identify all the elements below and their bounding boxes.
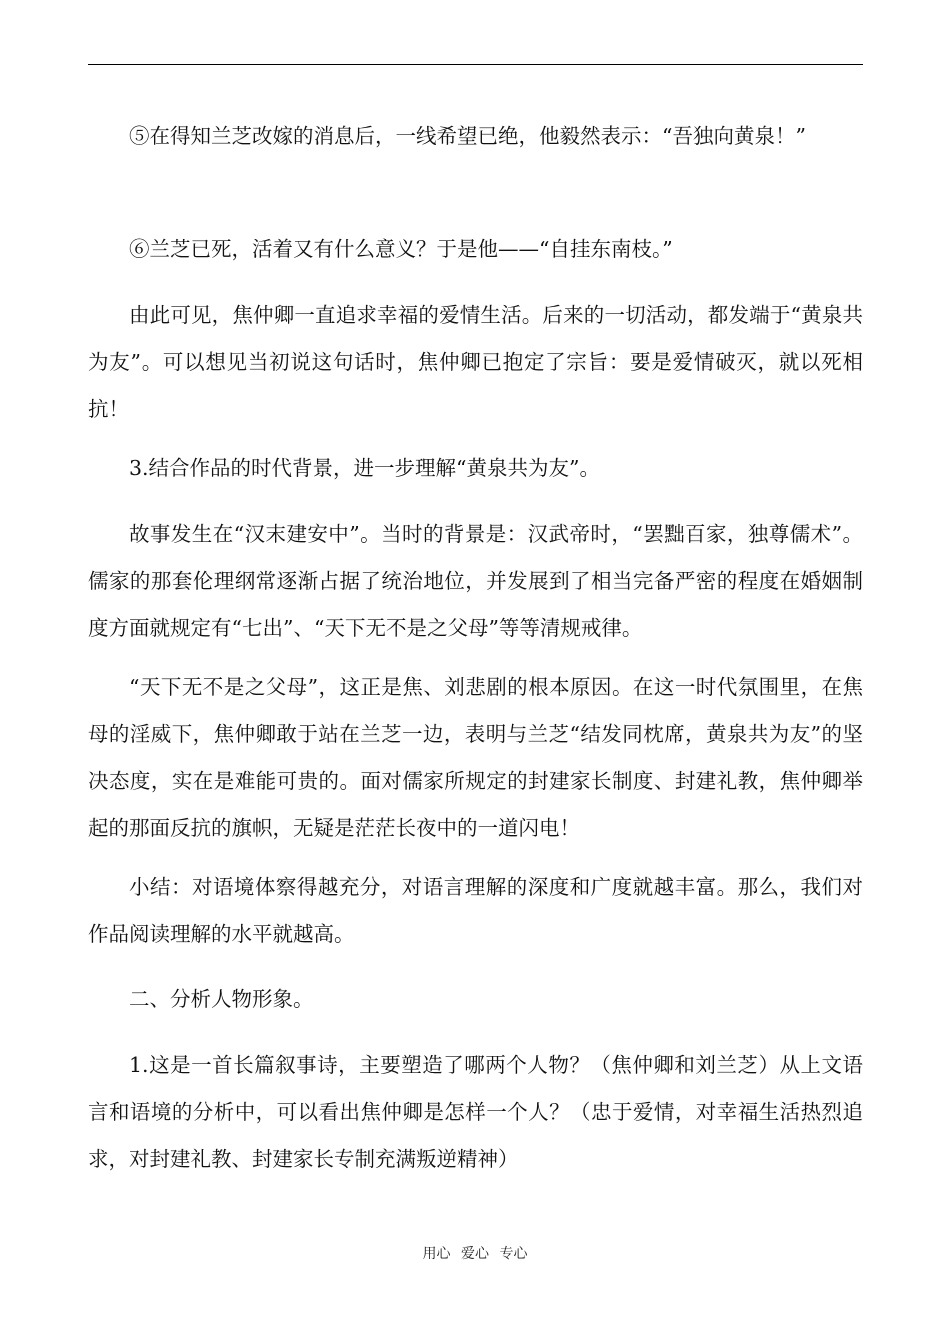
paragraph-6: “天下无不是之父母”，这正是焦、刘悲剧的根本原因。在这一时代氛围里，在焦母的淫威下，焦仲卿敢于站在兰芝一边，表明与兰芝“结发同枕席，黄泉共为友”的坚决态度，实在是难能可贵的。面对儒家所规定的封建家长制度、封建礼教，焦仲卿举起的那面反抗的旗帜，无疑是茫茫长夜中的一道闪电！ — [88, 675, 863, 840]
paragraph-2: ⑥兰芝已死，活着又有什么意义？于是他——“自挂东南枝。” — [129, 237, 673, 261]
paragraph-5: 故事发生在“汉末建安中”。当时的背景是：汉武帝时，“罢黜百家，独尊儒术”。儒家的那套伦理纲常逐渐占据了统治地位，并发展到了相当完备严密的程度在婚姻制度方面就规定有“七出”、“天下无不是之父母”等等清规戒律。 — [88, 522, 863, 640]
page-footer: 用心 爱心 专心 — [422, 1246, 528, 1262]
paragraph-3: 由此可见，焦仲卿一直追求幸福的爱情生活。后来的一切活动，都发端于“黄泉共为友”。可以想见当初说这句话时，焦仲卿已抱定了宗旨：要是爱情破灭，就以死相抗！ — [88, 303, 863, 421]
paragraph-4: 3.结合作品的时代背景，进一步理解“黄泉共为友”。 — [129, 456, 601, 480]
paragraph-8: 1.这是一首长篇叙事诗，主要塑造了哪两个人物？（焦仲卿和刘兰芝）从上文语言和语境的分析中，可以看出焦仲卿是怎样一个人？（忠于爱情，对幸福生活热烈追求，对封建礼教、封建家长专制充满叛逆精神） — [88, 1053, 863, 1171]
section-heading: 二、分析人物形象。 — [129, 987, 314, 1011]
paragraph-7: 小结：对语境体察得越充分，对语言理解的深度和广度就越丰富。那么，我们对作品阅读理解的水平就越高。 — [88, 875, 863, 946]
paragraph-1: ⑤在得知兰芝改嫁的消息后，一线希望已绝，他毅然表示：“吾独向黄泉！” — [129, 124, 806, 148]
header-rule — [88, 64, 863, 65]
